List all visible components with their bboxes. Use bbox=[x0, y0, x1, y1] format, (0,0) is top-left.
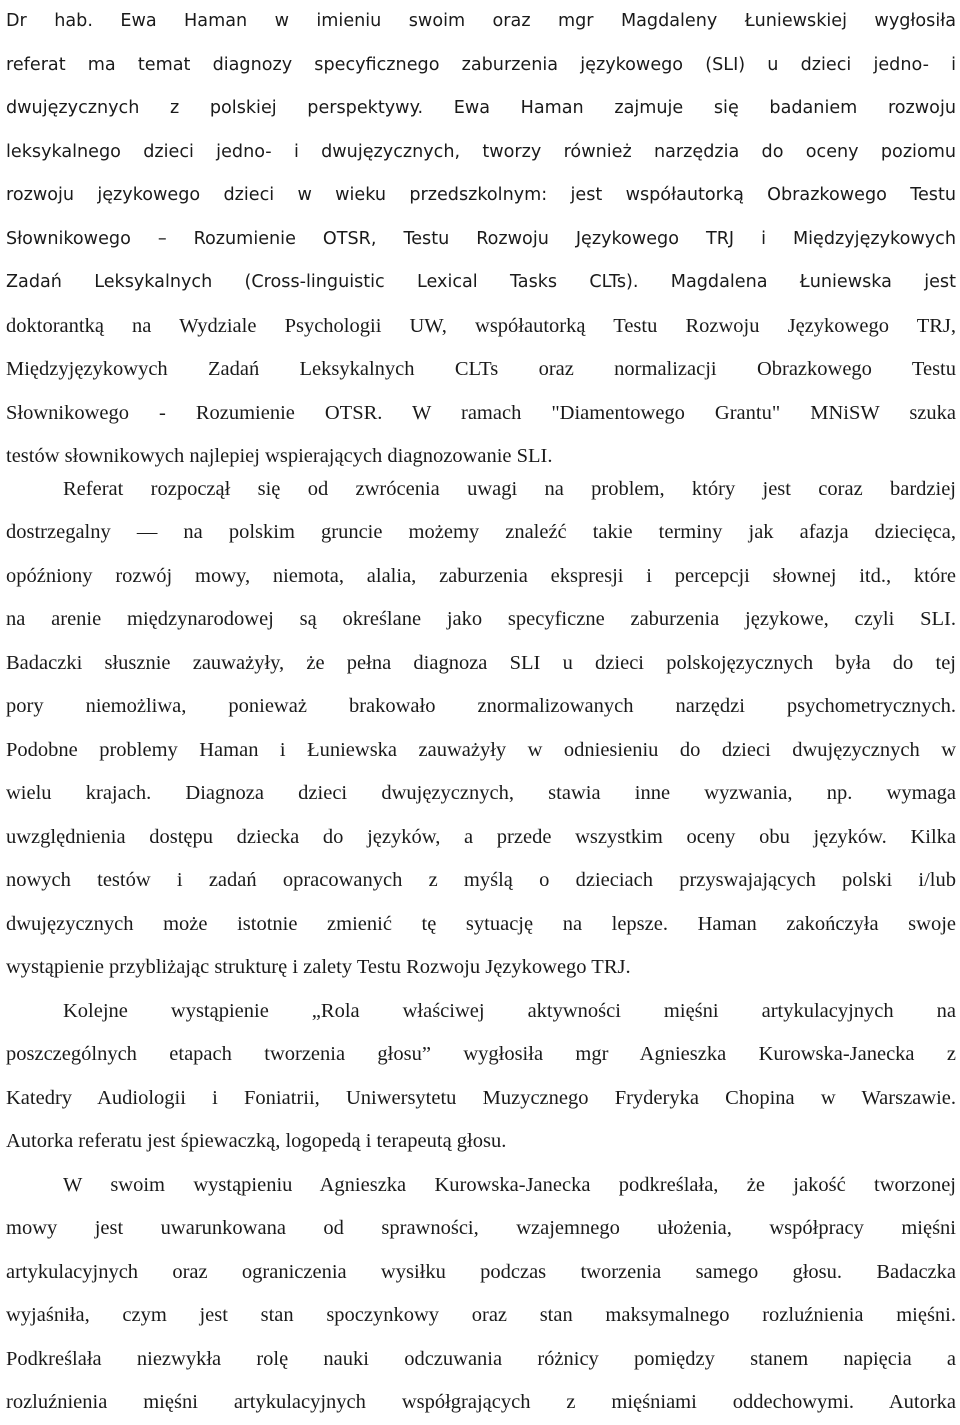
text-line: pory niemożliwa, ponieważ brakowało znormalizowanych narzędzi psychometrycznych. bbox=[6, 695, 956, 717]
text-line: Podkreślała niezwykła rolę nauki odczuwania różnicy pomiędzy stanem napięcia a bbox=[6, 1347, 956, 1370]
text-line: Katedry Audiologii i Foniatrii, Uniwersytetu Muzycznego Fryderyka Chopina w Warszawie. bbox=[6, 1086, 956, 1109]
text-line: Słownikowego – Rozumienie OTSR, Testu Rozwoju Językowego TRJ i Międzyjęzykowych bbox=[6, 228, 956, 249]
text-line: dwujęzycznych z polskiej perspektywy. Ewa Haman zajmuje się badaniem rozwoju bbox=[6, 98, 956, 118]
text-line: Słownikowego - Rozumienie OTSR. W ramach "Diamentowego Grantu" MNiSW szuka bbox=[6, 401, 956, 424]
text-line: mowy jest uwarunkowana od sprawności, wzajemnego ułożenia, współpracy mięśni bbox=[6, 1217, 956, 1239]
text-line: doktorantką na Wydziale Psychologii UW, współautorką Testu Rozwoju Językowego TRJ, bbox=[6, 314, 956, 337]
text-line: rozwoju językowego dzieci w wieku przedszkolnym: jest współautorką Obrazkowego Testu bbox=[6, 185, 956, 205]
text-line: uwzględnienia dostępu dziecka do języków, a przede wszystkim oceny obu języków. Kilka bbox=[6, 825, 956, 848]
text-line: leksykalnego dzieci jedno- i dwujęzycznych, tworzy również narzędzia do oceny poziomu bbox=[6, 141, 956, 162]
text-line: nowych testów i zadań opracowanych z myślą o dzieciach przyswajających polski i/lub bbox=[6, 869, 956, 891]
text-line: wystąpienie przybliżając strukturę i zalety Testu Rozwoju Językowego TRJ. bbox=[6, 956, 631, 978]
text-line: Podobne problemy Haman i Łuniewska zauważyły w odniesieniu do dzieci dwujęzycznych w bbox=[6, 738, 956, 761]
text-line: Badaczki słusznie zauważyły, że pełna diagnoza SLI u dzieci polskojęzycznych była do tej bbox=[6, 651, 956, 674]
text-line: referat ma temat diagnozy specyficznego zaburzenia językowego (SLI) u dzieci jedno- i bbox=[6, 54, 956, 75]
text-line: Kolejne wystąpienie „Rola właściwej aktywności mięśni artykulacyjnych na bbox=[63, 999, 956, 1022]
text-line: Referat rozpoczął się od zwrócenia uwagi na problem, który jest coraz bardziej bbox=[63, 477, 956, 500]
text-line: Zadań Leksykalnych (Cross-linguistic Lexical Tasks CLTs). Magdalena Łuniewska jest bbox=[6, 272, 956, 292]
text-line: na arenie międzynarodowej są określane jako specyficzne zaburzenia językowe, czyli SLI. bbox=[6, 608, 956, 630]
text-line: wyjaśniła, czym jest stan spoczynkowy oraz stan maksymalnego rozluźnienia mięśni. bbox=[6, 1304, 956, 1326]
text-line: testów słownikowych najlepiej wspierających diagnozowanie SLI. bbox=[6, 445, 553, 467]
text-line: dwujęzycznych może istotnie zmienić tę sytuację na lepsze. Haman zakończyła swoje bbox=[6, 912, 956, 935]
text-line: artykulacyjnych oraz ograniczenia wysiłku podczas tworzenia samego głosu. Badaczka bbox=[6, 1260, 956, 1283]
text-line: Autorka referatu jest śpiewaczką, logopedą i terapeutą głosu. bbox=[6, 1130, 507, 1152]
text-line: opóźniony rozwój mowy, niemota, alalia, zaburzenia ekspresji i percepcji słownej itd., które bbox=[6, 564, 956, 587]
text-line: rozluźnienia mięśni artykulacyjnych współgrających z mięśniami oddechowymi. Autorka bbox=[6, 1391, 956, 1413]
text-line: wielu krajach. Diagnoza dzieci dwujęzycznych, stawia inne wyzwania, np. wymaga bbox=[6, 782, 956, 804]
text-line: Dr hab. Ewa Haman w imieniu swoim oraz mgr Magdaleny Łuniewskiej wygłosiła bbox=[6, 11, 956, 31]
text-line: W swoim wystąpieniu Agnieszka Kurowska-Janecka podkreślała, że jakość tworzonej bbox=[63, 1173, 956, 1196]
text-line: dostrzegalny — na polskim gruncie możemy znaleźć takie terminy jak afazja dziecięca, bbox=[6, 521, 956, 543]
text-line: Międzyjęzykowych Zadań Leksykalnych CLTs oraz normalizacji Obrazkowego Testu bbox=[6, 358, 956, 380]
text-line: poszczególnych etapach tworzenia głosu” wygłosiła mgr Agnieszka Kurowska-Janecka z bbox=[6, 1043, 956, 1065]
